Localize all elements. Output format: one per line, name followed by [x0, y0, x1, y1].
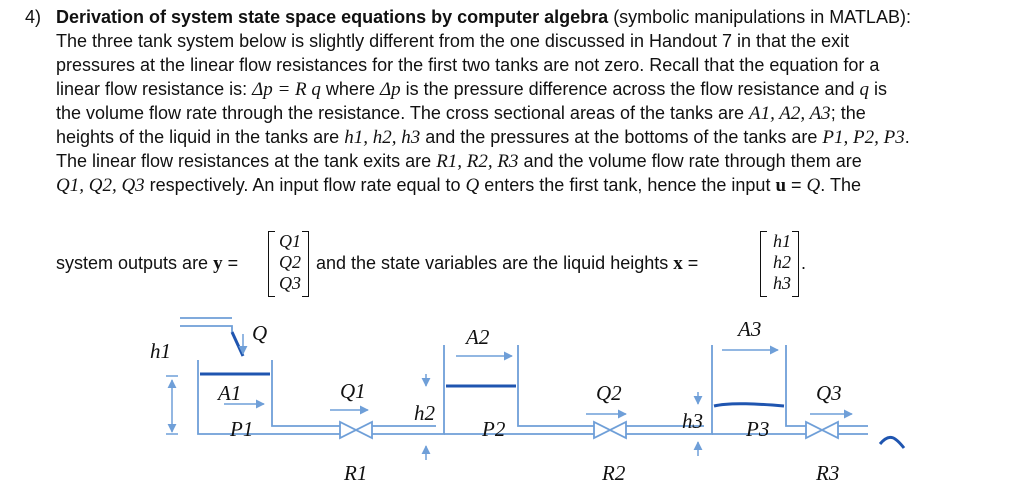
label-P3: P3 — [746, 417, 770, 441]
y-bracket-left — [268, 231, 275, 297]
label-h1: h1 — [150, 339, 171, 363]
text-span: pressures at the linear flow resistances for the first two tanks are not zero. Recall that the equation for a — [56, 55, 880, 75]
label-R2: R2 — [602, 461, 626, 485]
three-tank-diagram — [0, 310, 1024, 498]
label-A2: A2 — [466, 325, 490, 349]
problem-line-7 — [56, 150, 862, 173]
label-h2: h2 — [414, 401, 435, 425]
resistance-equation: Δp = R q — [252, 79, 321, 100]
label-R1: R1 — [344, 461, 368, 485]
y-matrix-entry: Q3 — [279, 273, 301, 293]
label-Q: Q — [252, 321, 268, 345]
math-areas: A1, A2, A3 — [749, 103, 831, 124]
math-y: y — [213, 253, 223, 274]
inflow-stream — [232, 332, 243, 356]
problem-line-3 — [56, 54, 879, 76]
x-bracket-left — [760, 231, 767, 297]
math-heights: h1, h2, h3 — [344, 127, 421, 148]
x-matrix-entry: h2 — [773, 252, 791, 272]
math-Q2: Q — [806, 175, 821, 196]
text-span: = — [682, 253, 699, 273]
label-P1: P1 — [230, 417, 254, 441]
label-A1: A1 — [218, 381, 242, 405]
text-span: linear flow resistance is: — [56, 79, 253, 99]
outflow-stream — [880, 437, 904, 448]
math-Q: Q — [465, 175, 480, 196]
text-span: is — [869, 79, 888, 99]
y-bracket-right — [302, 231, 309, 297]
problem-line-6 — [56, 126, 910, 149]
problem-line-8 — [56, 174, 861, 197]
text-span: enters the first tank, hence the input — [479, 175, 776, 195]
math-resistances: R1, R2, R3 — [436, 151, 519, 172]
y-matrix — [276, 231, 304, 294]
text-span: system outputs are — [56, 253, 214, 273]
y-matrix-entry: Q1 — [279, 231, 301, 251]
inflow-pipe — [180, 318, 232, 332]
math-x: x — [673, 253, 683, 274]
problem-line-1 — [56, 6, 911, 28]
problem-line-4 — [56, 78, 887, 101]
valve-r1 — [340, 422, 372, 438]
problem-title: Derivation of system state space equations by computer algebra — [56, 7, 609, 27]
text-span: The three tank system below is slightly different from the one discussed in Handout 7 in that the exit — [56, 31, 850, 51]
text-span: respectively. An input flow rate equal to — [144, 175, 466, 195]
text-span: the volume flow rate through the resistance. The cross sectional areas of the tanks are — [56, 103, 750, 123]
text-span: heights of the liquid in the tanks are — [56, 127, 345, 147]
x-matrix-entry: h1 — [773, 231, 791, 251]
text-span: and the volume flow rate through them are — [518, 151, 862, 171]
x-bracket-right — [792, 231, 799, 297]
text-span: where — [320, 79, 380, 99]
text-span: . — [801, 253, 807, 273]
valve-r2 — [594, 422, 626, 438]
problem-line-5 — [56, 102, 866, 125]
tank3-water-level — [714, 404, 784, 406]
label-Q3: Q3 — [816, 381, 842, 405]
math-dp: Δp — [379, 79, 401, 100]
valve-r3 — [806, 422, 838, 438]
tank1-outlet-top — [272, 360, 340, 426]
text-span: = — [222, 253, 239, 273]
label-h3: h3 — [682, 409, 703, 433]
label-P2: P2 — [482, 417, 506, 441]
text-span: . — [904, 127, 910, 147]
text-span: is the pressure difference across the flow resistance and — [400, 79, 860, 99]
math-pressures: P1, P2, P3 — [822, 127, 905, 148]
text-span: ; the — [830, 103, 866, 123]
outlet-pipe — [838, 426, 868, 434]
text-span: = — [786, 175, 807, 195]
problem-line-2 — [56, 30, 849, 52]
math-u: u — [775, 175, 787, 196]
problem-number: 4) — [25, 7, 42, 27]
label-Q1: Q1 — [340, 379, 366, 403]
tank2-wall — [444, 345, 594, 434]
math-q: q — [859, 79, 870, 100]
text-span: . The — [820, 175, 861, 195]
math-flows: Q1, Q2, Q3 — [56, 175, 145, 196]
problem-title-rest: (symbolic manipulations in MATLAB): — [608, 7, 911, 27]
problem-line-9b — [316, 252, 698, 275]
label-R3: R3 — [816, 461, 840, 485]
text-span: and the pressures at the bottoms of the tanks are — [420, 127, 823, 147]
x-matrix-entry: h3 — [773, 273, 791, 293]
label-A3: A3 — [738, 317, 762, 341]
text-span: and the state variables are the liquid heights — [316, 253, 674, 273]
label-Q2: Q2 — [596, 381, 622, 405]
y-matrix-entry: Q2 — [279, 252, 301, 272]
problem-line-9 — [56, 252, 238, 275]
text-span: The linear flow resistances at the tank exits are — [56, 151, 437, 171]
